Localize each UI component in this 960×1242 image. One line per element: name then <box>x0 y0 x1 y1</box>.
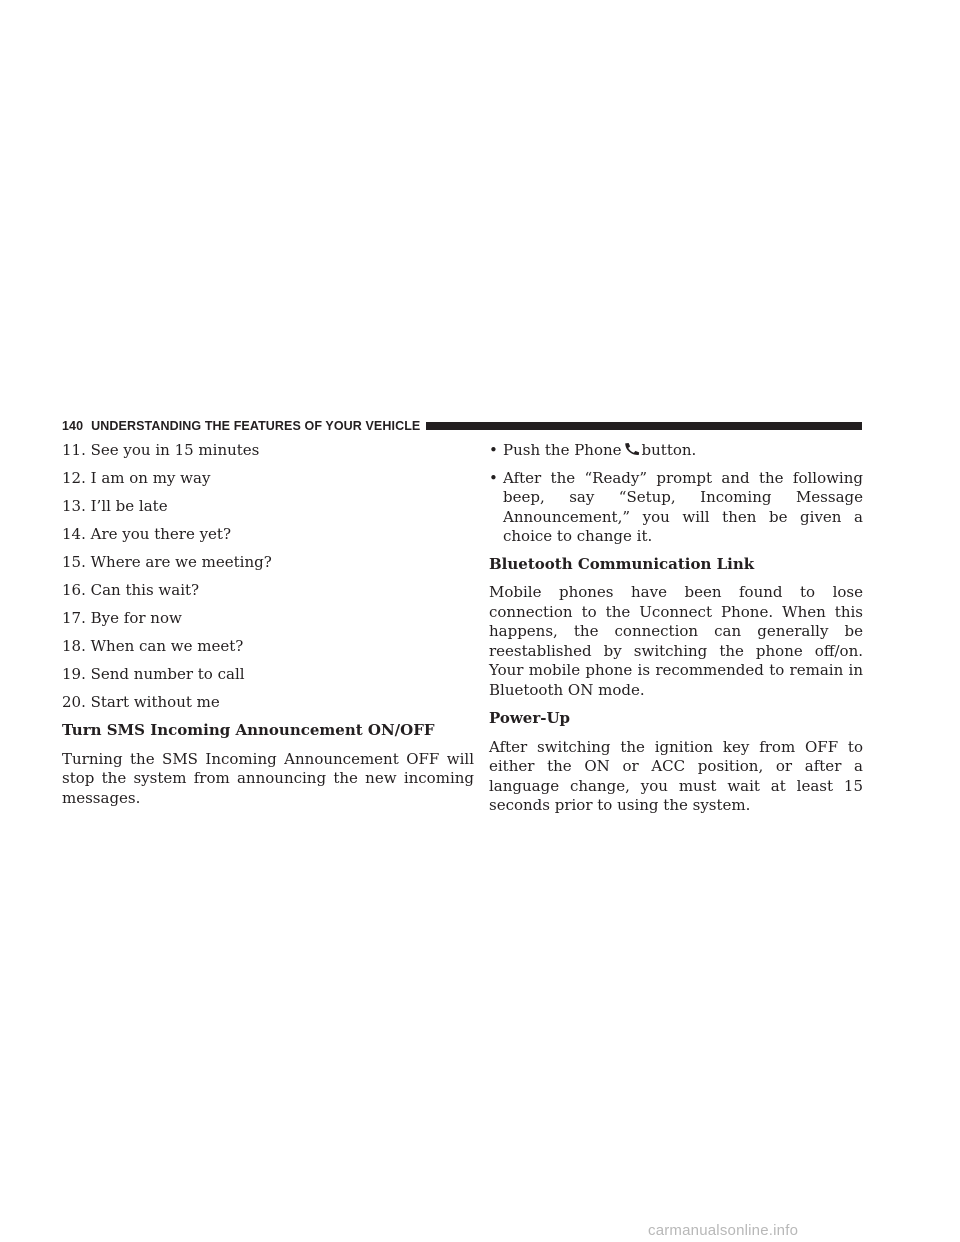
watermark: carmanualsonline.info <box>648 1222 799 1239</box>
list-item: 15. Where are we meeting? <box>62 553 272 571</box>
bluetooth-paragraph: Mobile phones have been found to lose connection to the Uconnect Phone. When this happens, the connection can generally be reestablished by switching the phone off/on. Your mobile phone is recommended to remain in Bluetooth ON mode. <box>489 583 863 699</box>
phone-handset-icon <box>623 442 641 456</box>
power-up-heading: Power-Up <box>489 709 571 727</box>
bullet-dot: • <box>489 468 498 487</box>
list-item: 20. Start without me <box>62 693 220 711</box>
list-item: 13. I’ll be late <box>62 497 168 515</box>
left-column <box>62 441 474 817</box>
section-title: UNDERSTANDING THE FEATURES OF YOUR VEHICLE <box>91 419 421 433</box>
right-column <box>489 441 863 825</box>
list-item: 18. When can we meet? <box>62 637 244 655</box>
bullet-text: Push the Phone <box>503 441 622 459</box>
list-item: 16. Can this wait? <box>62 581 200 599</box>
list-item: 19. Send number to call <box>62 665 245 683</box>
list-item: 11. See you in 15 minutes <box>62 441 260 459</box>
bullet-dot: • <box>489 441 498 459</box>
list-item: 17. Bye for now <box>62 609 182 627</box>
list-item: 12. I am on my way <box>62 469 211 487</box>
power-up-paragraph: After switching the ignition key from OFF to either the ON or ACC position, or after a language change, you must wait at least 15 seconds prior to using the system. <box>489 737 863 814</box>
header-rule <box>426 422 862 430</box>
bullet-text: After the “Ready” prompt and the following beep, say “Setup, Incoming Message Announcement,” you will then be given a choice to change it. <box>503 468 863 545</box>
list-item: 14. Are you there yet? <box>62 525 232 543</box>
sms-announcement-paragraph: Turning the SMS Incoming Announcement OFF will stop the system from announcing the new incoming messages. <box>62 749 474 807</box>
bullet-text-after-icon: button. <box>641 441 697 459</box>
bullet-setup-announcement <box>489 469 863 547</box>
bluetooth-heading: Bluetooth Communication Link <box>489 554 755 573</box>
bullet-push-phone <box>489 441 863 461</box>
page-header <box>62 419 862 433</box>
sms-announcement-heading: Turn SMS Incoming Announcement ON/OFF <box>62 721 435 739</box>
page-number: 140 <box>62 419 84 433</box>
